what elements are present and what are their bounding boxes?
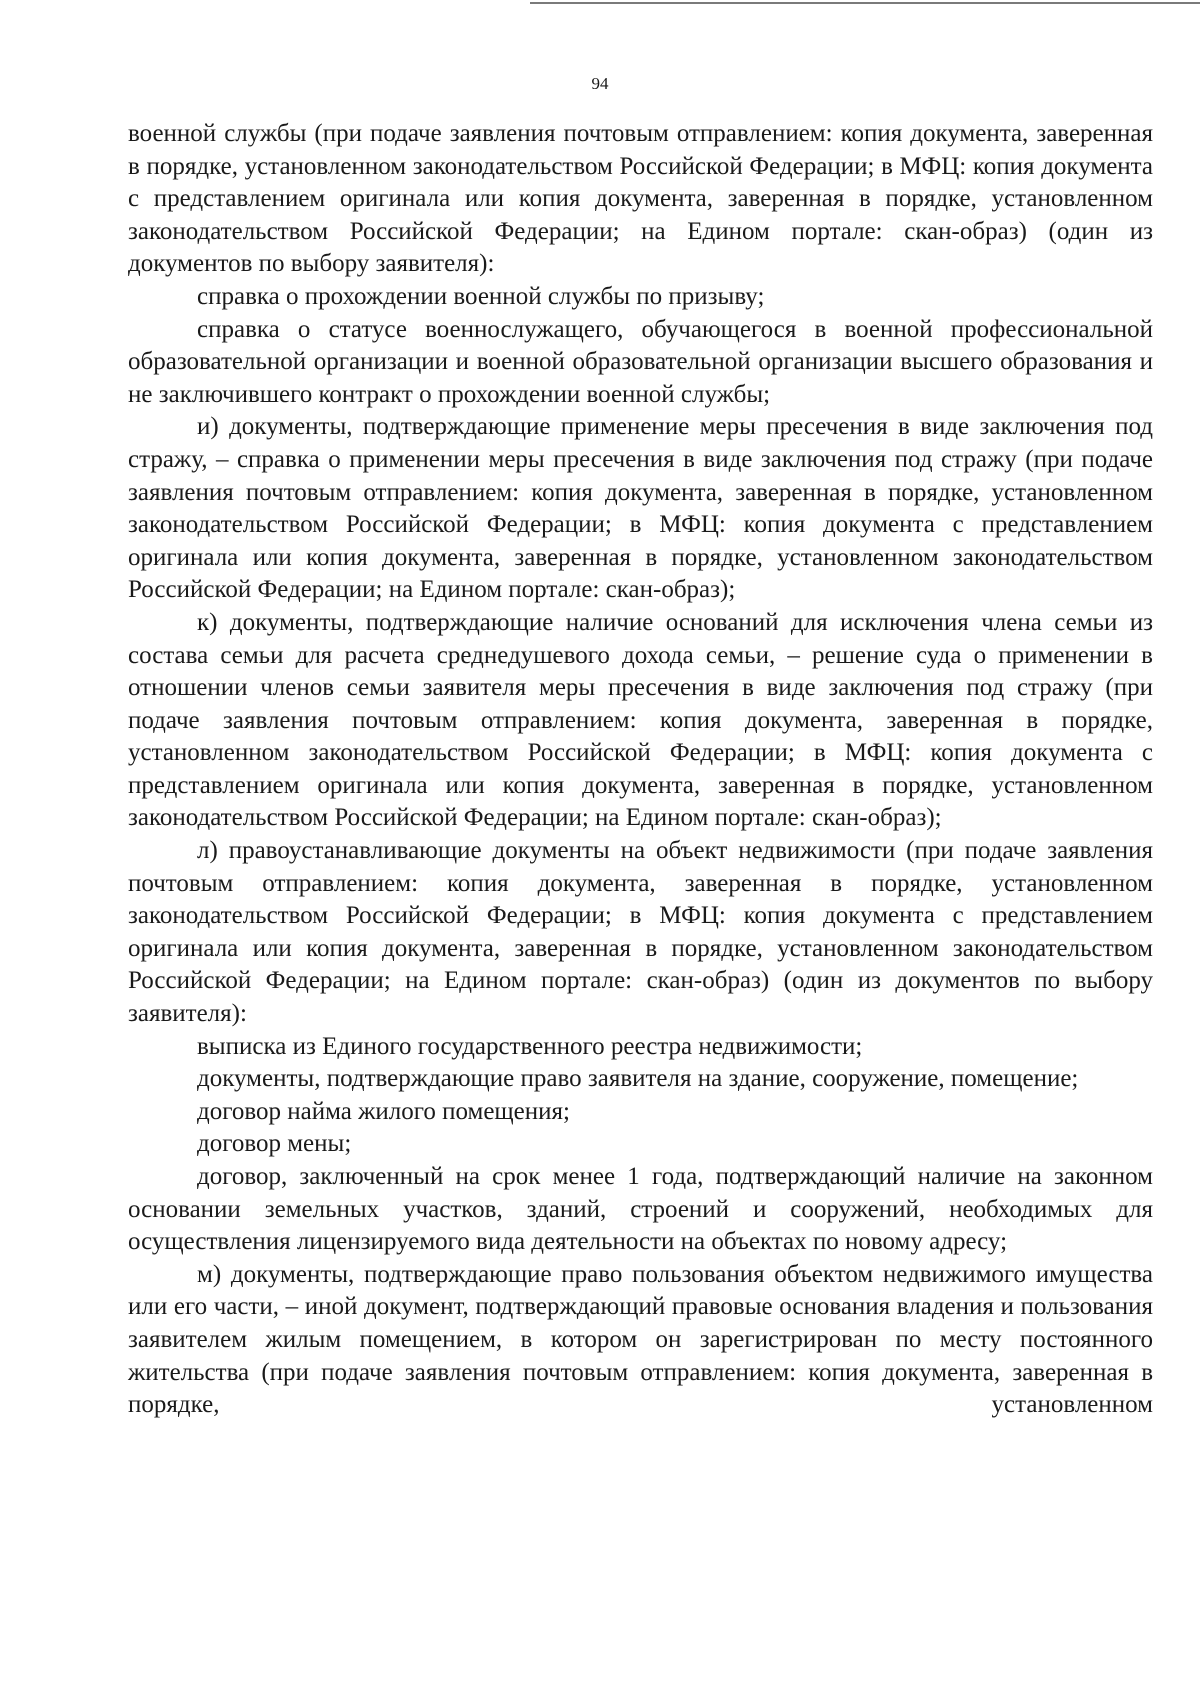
paragraph-12: м) документы, подтверждающие право пользования объектом недвижимого имущества или его части, – иной документ, подтверждающий правовые основания владения и пользования заявителем жилым помещением, в котором он зарегистрирован по месту постоянного жительства (при подаче заявления почтовым отправлением: копия документа, заверенная в порядке, установленном [128, 1260, 1153, 1419]
document-body [128, 118, 1153, 1422]
paragraph-1: военной службы (при подаче заявления почтовым отправлением: копия документа, заверенная в порядке, установленном законодательством Российской Федерации; в МФЦ: копия документа с представлением оригинала или копия документа, заверенная в порядке, установленном законодательством Российской Федерации; на Едином портале: скан-образ) (один из документов по выбору заявителя): [128, 120, 1153, 278]
page-number: 94 [591, 74, 609, 93]
paragraph-3: справка о статусе военнослужащего, обучающегося в военной профессиональной образовательной организации и военной образовательной организации высшего образования и не заключившего контракт о прохождении военной службы; [128, 315, 1153, 408]
paragraph-2: справка о прохождении военной службы по призыву; [197, 282, 765, 310]
paragraph-7: выписка из Единого государственного реестра недвижимости; [197, 1032, 863, 1060]
paragraph-10: договор мены; [197, 1130, 352, 1158]
paragraph-9: договор найма жилого помещения; [197, 1097, 570, 1125]
paragraph-5: к) документы, подтверждающие наличие оснований для исключения члена семьи из состава семьи для расчета среднедушевого дохода семьи, – решение суда о применении в отношении членов семьи заявителя меры пресечения в виде заключения под стражу (при подаче заявления почтовым отправлением: копия документа, заверенная в порядке, установленном законодательством Российской Федерации; в МФЦ: копия документа с представлением оригинала или копия документа, заверенная в порядке, установленном законодательством Российской Федерации; на Едином портале: скан-образ); [128, 608, 1153, 832]
paragraph-8: документы, подтверждающие право заявителя на здание, сооружение, помещение; [197, 1065, 1079, 1093]
paragraph-11: договор, заключенный на срок менее 1 года, подтверждающий наличие на законном основании земельных участков, зданий, строений и сооружений, необходимых для осуществления лицензируемого вида деятельности на объектах по новому адресу; [128, 1163, 1153, 1256]
paragraph-6: л) правоустанавливающие документы на объект недвижимости (при подаче заявления почтовым отправлением: копия документа, заверенная в порядке, установленном законодательством Российской Федерации; в МФЦ: копия документа с представлением оригинала или копия документа, заверенная в порядке, установленном законодательством Российской Федерации; на Едином портале: скан-образ) (один из документов по выбору заявителя): [128, 837, 1153, 1028]
scan-edge-line [530, 2, 1200, 4]
paragraph-4: и) документы, подтверждающие применение меры пресечения в виде заключения под стражу, – справка о применении меры пресечения в виде заключения под стражу (при подаче заявления почтовым отправлением: копия документа, заверенная в порядке, установленном законодательством Российской Федерации; в МФЦ: копия документа с представлением оригинала или копия документа, заверенная в порядке, установленном законодательством Российской Федерации; на Едином портале: скан-образ); [128, 413, 1153, 604]
